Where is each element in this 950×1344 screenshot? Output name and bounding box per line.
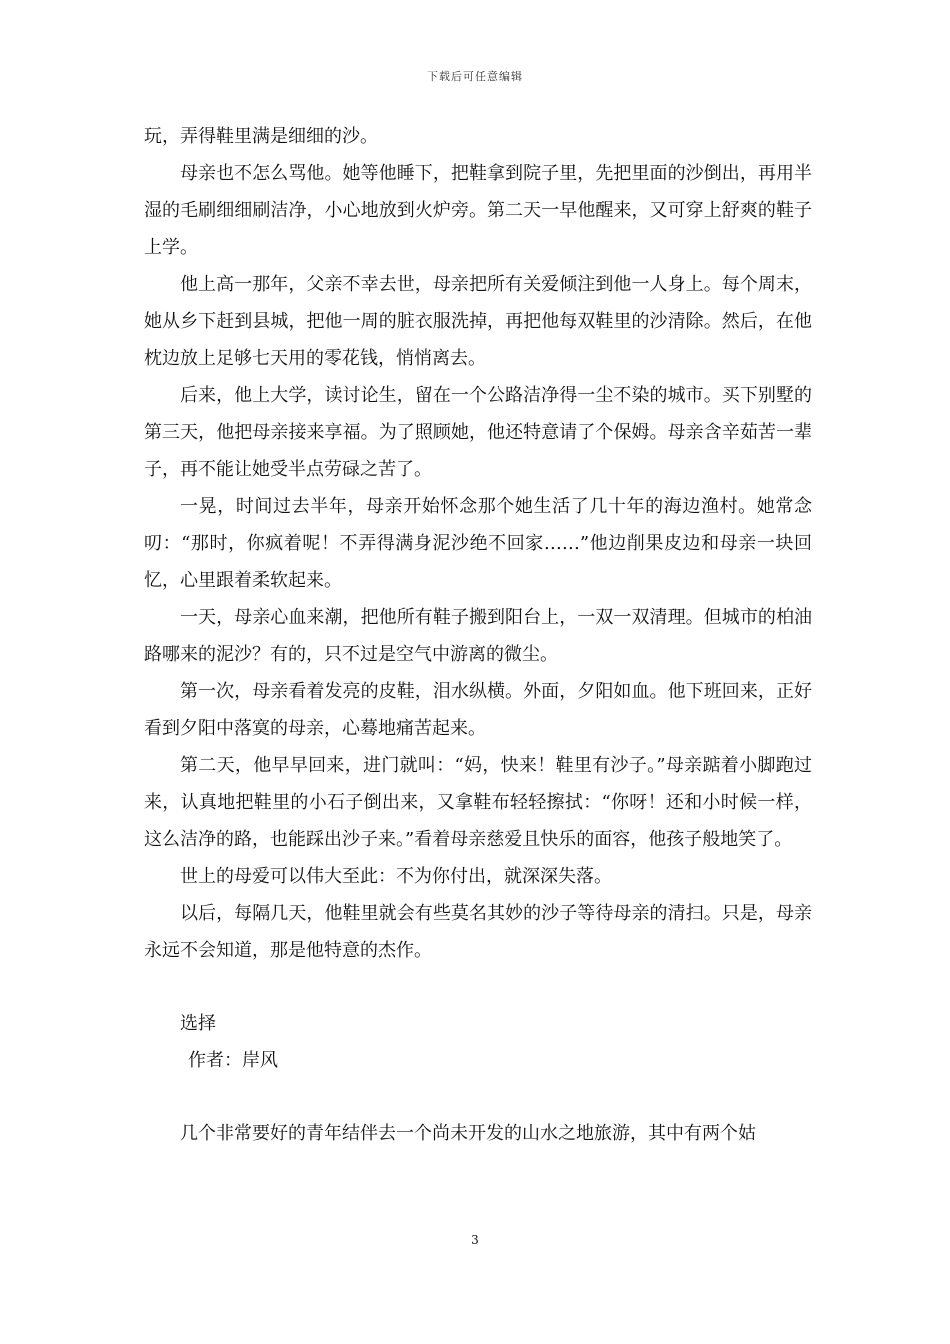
page-number: 3 (471, 1233, 479, 1247)
paragraph: 玩，弄得鞋里满是细细的沙。 (144, 126, 378, 147)
paragraph: 第一次，母亲看着发亮的皮鞋，泪水纵横。外面，夕阳如血。他下班回来，正好看到夕阳中落寞的母亲，心蓦地痛苦起来。 (144, 681, 812, 739)
document-body (144, 118, 812, 1152)
paragraph: 第二天，他早早回来，进门就叫：“妈，快来！鞋里有沙子。”母亲踮着小脚跑过来，认真地把鞋里的小石子倒出来，又拿鞋布轻轻擦拭：“你呀！还和小时候一样，这么洁净的路，也能踩出沙子来。”看着母亲慈爱且快乐的面容，他孩子般地笑了。 (144, 755, 812, 850)
paragraph: 世上的母爱可以伟大至此：不为你付出，就深深失落。 (180, 866, 612, 887)
paragraph: 他上高一那年，父亲不幸去世，母亲把所有关爱倾注到他一人身上。每个周末，她从乡下赶到县城，把他一周的脏衣服洗掉，再把他每双鞋里的沙清除。然后，在他枕边放上足够七天用的零花钱，悄悄离去。 (144, 274, 812, 369)
section-spacer (144, 969, 812, 1005)
paragraph: 以后，每隔几天，他鞋里就会有些莫名其妙的沙子等待母亲的清扫。只是，母亲永远不会知道，那是他特意的杰作。 (144, 903, 812, 961)
article-title: 选择 (180, 1013, 216, 1034)
paragraph: 母亲也不怎么骂他。她等他睡下，把鞋拿到院子里，先把里面的沙倒出，再用半湿的毛刷细细刷洁净，小心地放到火炉旁。第二天一早他醒来，又可穿上舒爽的鞋子上学。 (144, 163, 812, 258)
paragraph: 一晃，时间过去半年，母亲开始怀念那个她生活了几十年的海边渔村。她常念叨：“那时，你疯着呢！不弄得满身泥沙绝不回家……”他边削果皮边和母亲一块回忆，心里跟着柔软起来。 (144, 496, 812, 591)
article-author: 作者：岸风 (188, 1050, 278, 1071)
paragraph: 几个非常要好的青年结伴去一个尚未开发的山水之地旅游，其中有两个姑 (180, 1123, 756, 1144)
page-header-note: 下载后可任意编辑 (427, 70, 523, 83)
section-spacer (144, 1079, 812, 1115)
paragraph: 后来，他上大学，读讨论生，留在一个公路洁净得一尘不染的城市。买下别墅的第三天，他把母亲接来享福。为了照顾她，他还特意请了个保姆。母亲含辛茹苦一辈子，再不能让她受半点劳碌之苦了。 (144, 385, 812, 480)
paragraph: 一天，母亲心血来潮，把他所有鞋子搬到阳台上，一双一双清理。但城市的柏油路哪来的泥沙？有的，只不过是空气中游离的微尘。 (144, 607, 812, 665)
